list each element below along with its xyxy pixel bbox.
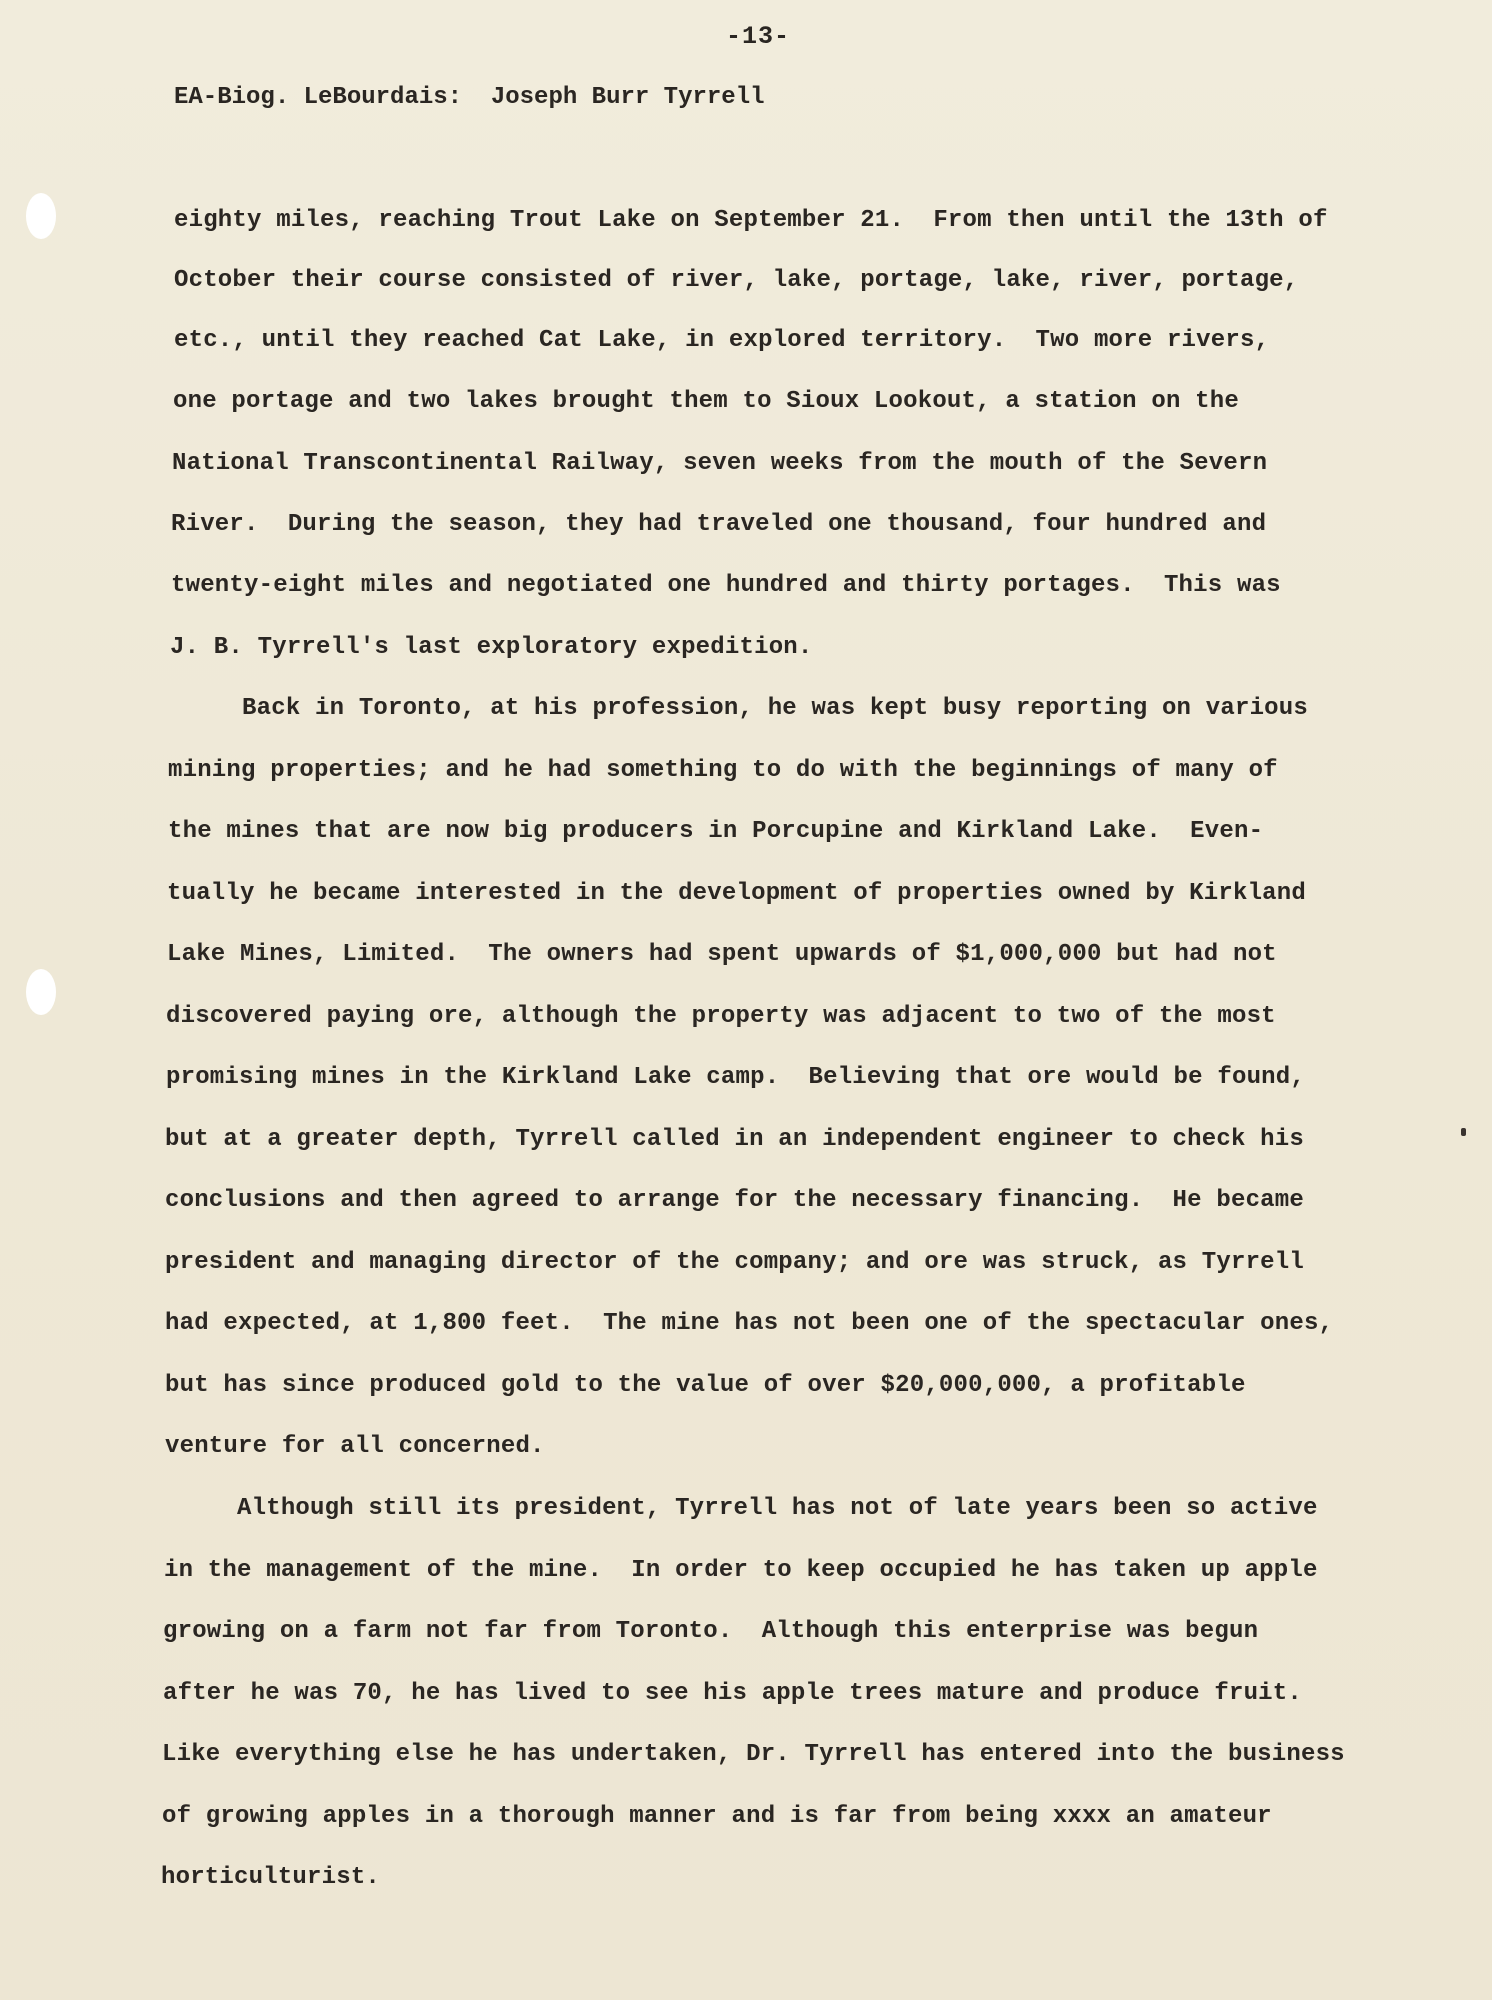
punch-hole bbox=[26, 969, 56, 1015]
text-line: one portage and two lakes brought them to Sioux Lookout, a station on the bbox=[173, 388, 1239, 415]
text-line: but has since produced gold to the value of over $20,000,000, a profitable bbox=[165, 1372, 1246, 1399]
text-line: president and managing director of the company; and ore was struck, as Tyrrell bbox=[165, 1249, 1304, 1276]
text-line: Lake Mines, Limited. The owners had spent upwards of $1,000,000 but had not bbox=[167, 941, 1277, 968]
text-line: Back in Toronto, at his profession, he was kept busy reporting on various bbox=[169, 695, 1308, 722]
text-line: eighty miles, reaching Trout Lake on September 21. From then until the 13th of bbox=[174, 207, 1328, 234]
text-line: conclusions and then agreed to arrange for the necessary financing. He became bbox=[165, 1187, 1304, 1214]
text-line: growing on a farm not far from Toronto. Although this enterprise was begun bbox=[163, 1618, 1259, 1645]
text-line: promising mines in the Kirkland Lake camp. Believing that ore would be found, bbox=[166, 1064, 1305, 1091]
page-number: -13- bbox=[726, 22, 791, 51]
text-line: horticulturist. bbox=[161, 1864, 381, 1891]
text-line: discovered paying ore, although the property was adjacent to two of the most bbox=[166, 1003, 1276, 1030]
text-line: in the management of the mine. In order to keep occupied he has taken up apple bbox=[164, 1557, 1318, 1584]
text-line: mining properties; and he had something to do with the beginnings of many of bbox=[168, 757, 1278, 784]
punch-hole bbox=[26, 193, 56, 239]
text-line: the mines that are now big producers in Porcupine and Kirkland Lake. Even- bbox=[168, 818, 1264, 845]
document-header: EA-Biog. LeBourdais: Joseph Burr Tyrrell bbox=[174, 84, 765, 111]
text-line: but at a greater depth, Tyrrell called in an independent engineer to check his bbox=[165, 1126, 1304, 1153]
text-line: after he was 70, he has lived to see his apple trees mature and produce fruit. bbox=[163, 1680, 1302, 1707]
text-line: tually he became interested in the development of properties owned by Kirkland bbox=[167, 880, 1306, 907]
text-line: had expected, at 1,800 feet. The mine has not been one of the spectacular ones, bbox=[165, 1310, 1334, 1337]
text-line: venture for all concerned. bbox=[165, 1433, 545, 1460]
text-line: Although still its president, Tyrrell has not of late years been so active bbox=[164, 1495, 1318, 1522]
text-line: National Transcontinental Railway, seven weeks from the mouth of the Severn bbox=[172, 450, 1268, 477]
text-line: etc., until they reached Cat Lake, in explored territory. Two more rivers, bbox=[174, 327, 1270, 354]
text-line: Like everything else he has undertaken, Dr. Tyrrell has entered into the business bbox=[162, 1741, 1345, 1768]
ink-mark bbox=[1461, 1128, 1466, 1136]
text-line: twenty-eight miles and negotiated one hundred and thirty portages. This was bbox=[171, 572, 1281, 599]
text-line: River. During the season, they had traveled one thousand, four hundred and bbox=[171, 511, 1267, 538]
text-line: J. B. Tyrrell's last exploratory expedition. bbox=[170, 634, 813, 661]
text-line: October their course consisted of river, lake, portage, lake, river, portage, bbox=[174, 267, 1299, 294]
text-line: of growing apples in a thorough manner and is far from being xxxx an amateur bbox=[162, 1803, 1272, 1830]
